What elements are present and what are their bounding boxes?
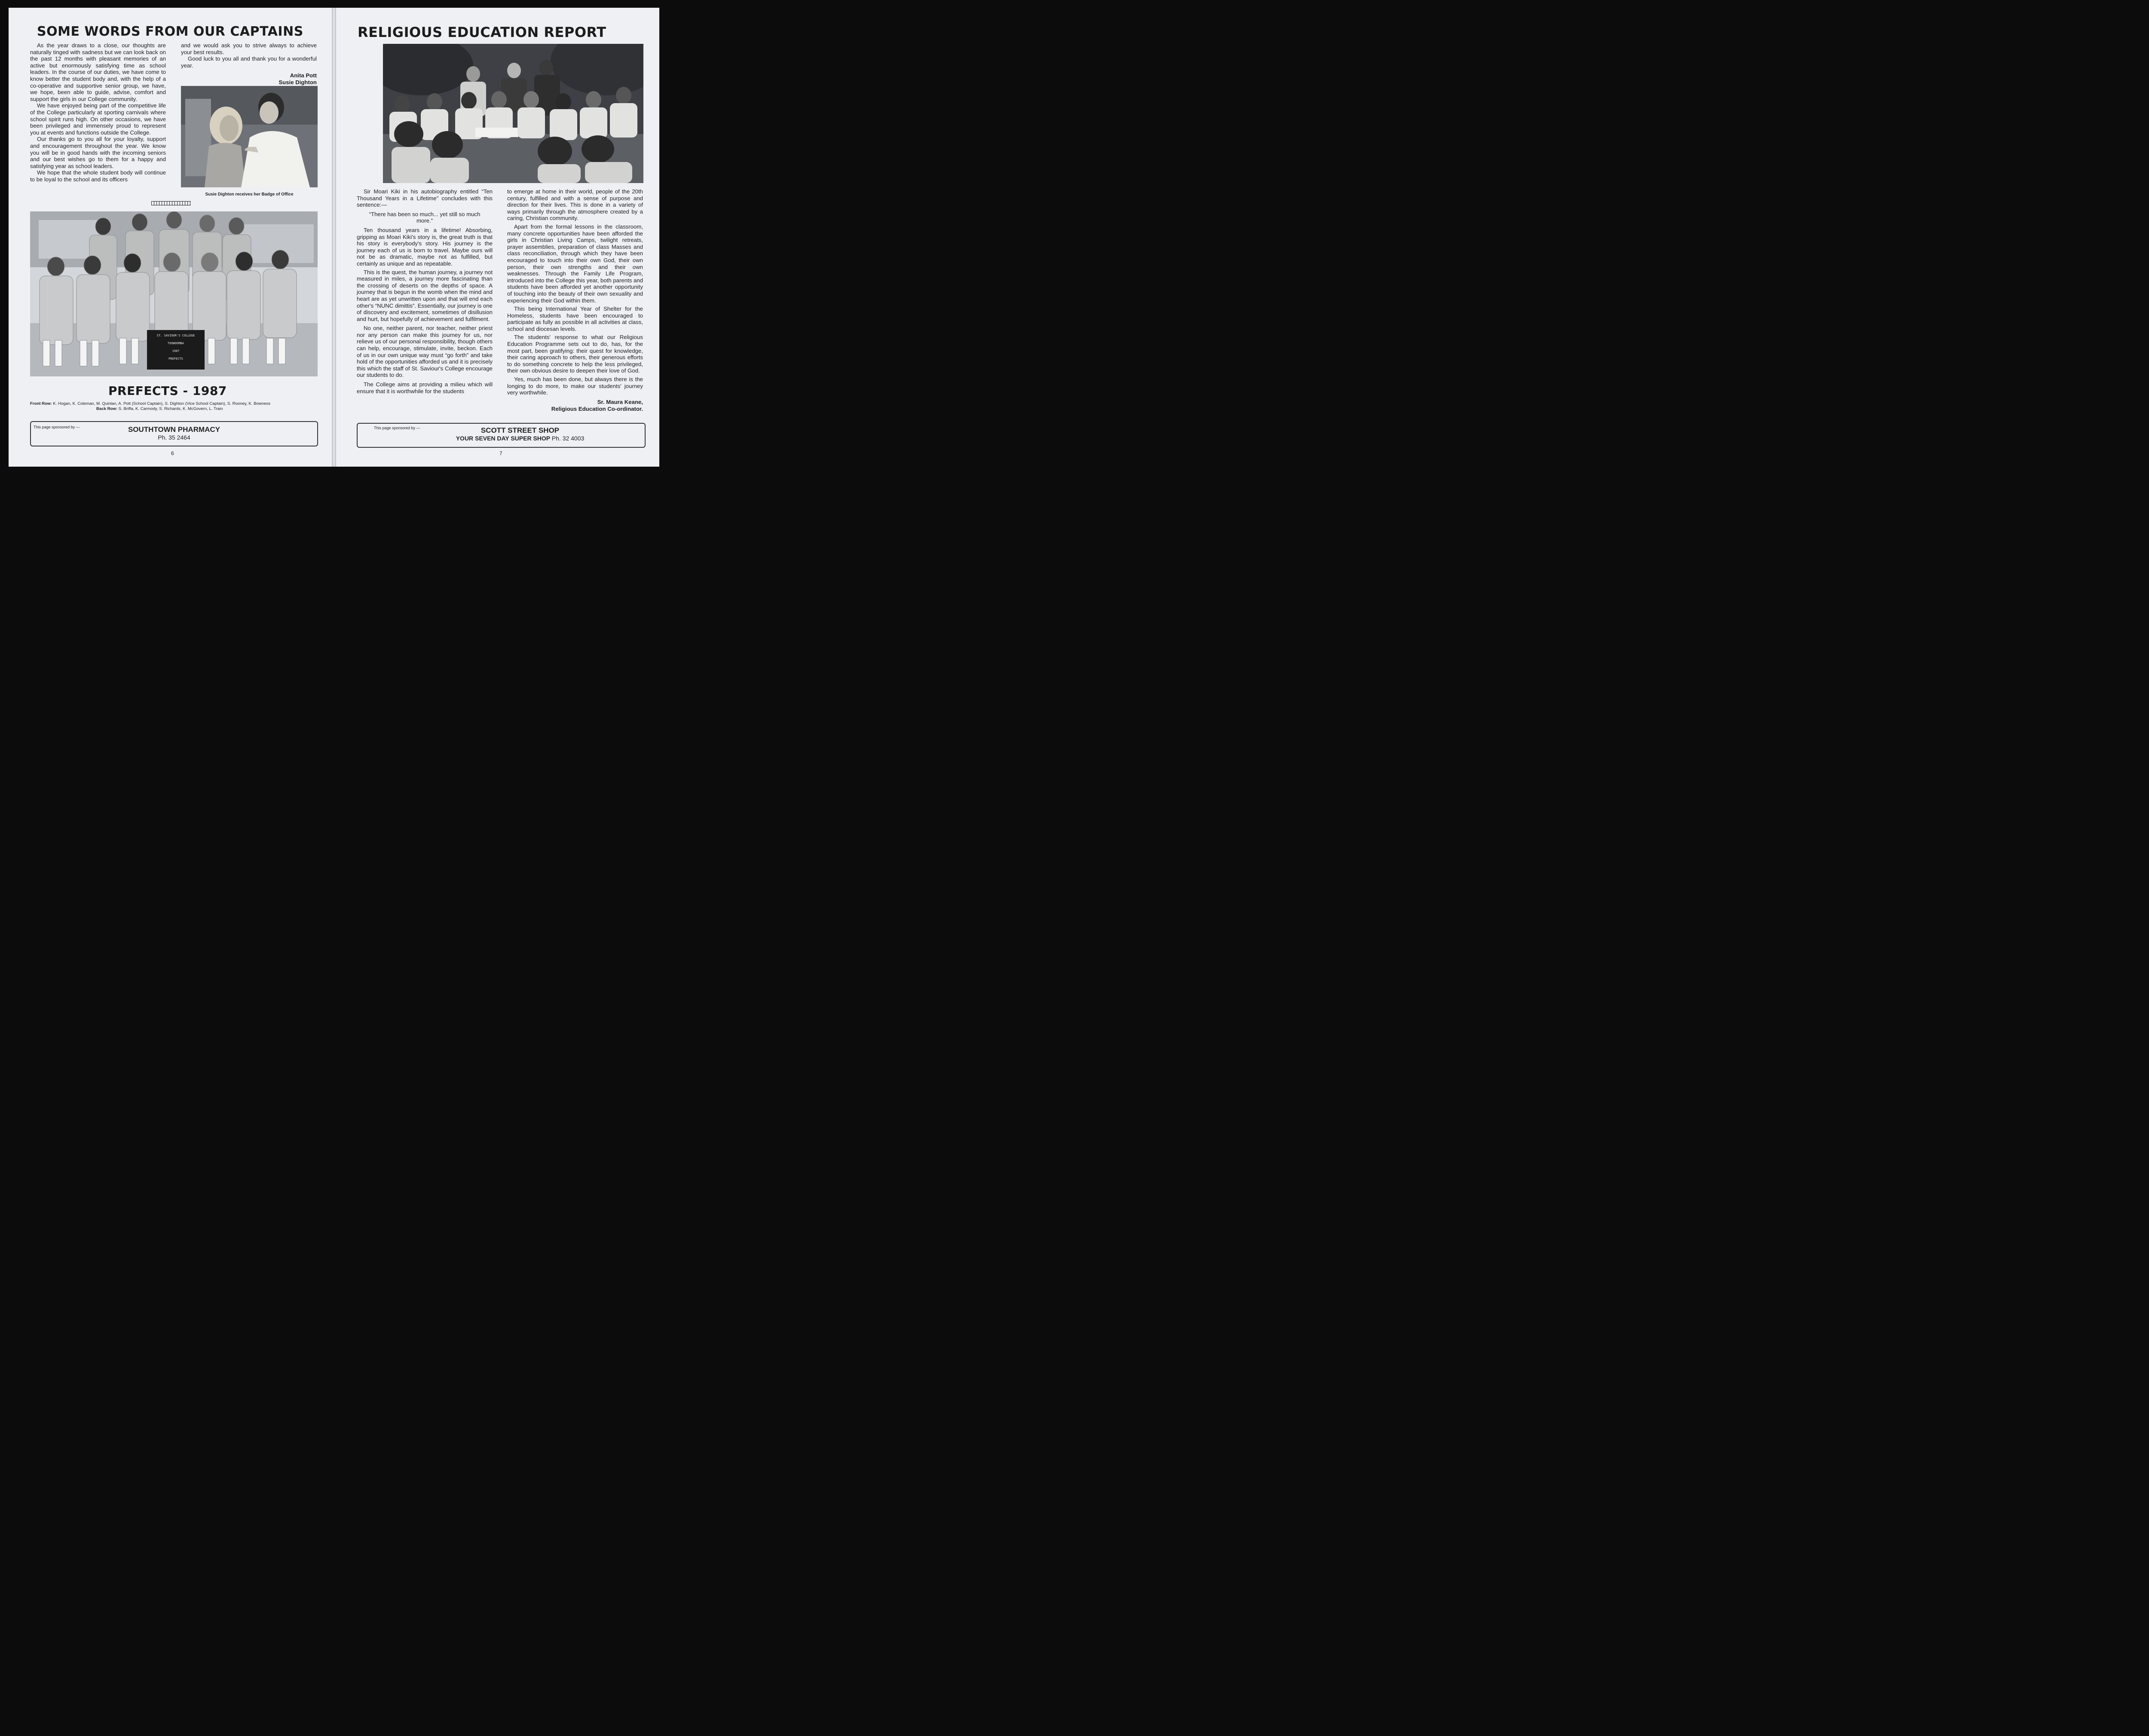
religious-paragraph: Ten thousand years in a lifetime! Absorbing, gripping as Moari Kiki's story is, the great truth is that his story is everybody's story. His journey is the journey each of us is born to travel. Maybe ours will not be as dramatic, maybe not as fulfilled, but certainly as unique and as repeatable.	[357, 226, 493, 267]
front-row-label: Front Row:	[30, 401, 52, 406]
back-row-label: Back Row:	[96, 406, 118, 411]
religious-paragraph: to emerge at home in their world, people of the 20th century, fulfilled and with a sense of purpose and direction for their lives. This is done in a variety of ways primarily through the atmosphere created by a caring, Christian community.	[507, 188, 643, 222]
plaque-line: PREFECTS	[168, 357, 183, 361]
coordinator-signature	[507, 399, 643, 413]
sponsor-name: SOUTHTOWN PHARMACY	[128, 425, 220, 434]
captains-signature	[181, 72, 317, 86]
religious-paragraph: This being International Year of Shelter for the Homeless, students have been encouraged to participate as fully as possible in all activities at class, school and diocesan levels.	[507, 306, 643, 332]
back-row-text: S. Briffa, K. Carmody, S. Richards, K. McGovern, L. Train	[118, 406, 223, 411]
group-photo-image	[383, 44, 643, 183]
captains-paragraph: As the year draws to a close, our thoughts are naturally tinged with sadness but we can look back on the past 12 months with pleasant memories of an active but enormously satisfying time as school leaders. In the course of our duties, we have come to know better the student body and, with the help of a co-operative and supportive senior group, we have, we hope, been able to guide, advise, comfort and support the girls in our College community.	[30, 42, 166, 102]
religious-paragraph: No one, neither parent, nor teacher, neither priest nor any person can make this journey for us, nor relieve us of our personal responsibility, though others can help, encourage, stimulate, invite, beckon. Each of us in our own unique way must “go forth” and take hold of the opportunities afforded us and it is precisely this which the staff of St. Saviour's College encourage our students to do.	[357, 325, 493, 379]
page-number: 7	[499, 450, 502, 456]
sponsor-tagline	[426, 435, 615, 442]
back-row-names	[96, 406, 223, 411]
divider-ornament	[151, 201, 191, 205]
captains-paragraph: and we would ask you to strive always to achieve your best results.	[181, 42, 317, 55]
plaque-line: TOOWOOMBA	[168, 342, 184, 345]
sponsor-tagline-text: YOUR SEVEN DAY SUPER SHOP	[456, 435, 550, 442]
captains-paragraph: Our thanks go to you all for your loyalty, support and encouragement throughout the year. We know you will be in good hands with the incoming seniors and our best wishes go to them for a happy and satisfying year as school leaders.	[30, 136, 166, 169]
sponsor-label: This page sponsored by —	[374, 426, 420, 430]
religious-paragraph: Sir Moari Kiki in his autobiography entitled “Ten Thousand Years in a Lifetime” concludes with this sentence:—	[357, 188, 493, 208]
sponsor-name: SCOTT STREET SHOP	[481, 426, 560, 434]
badge-caption: Susie Dighton receives her Badge of Office	[205, 192, 294, 197]
religious-paragraph: The students' response to what our Religious Education Programme sets out to do, has, for the most part, been gratifying: their quest for knowledge, their caring approach to others, their generous efforts to do something concrete to help the less privileged, their own obvious desire to deepen their love of God.	[507, 334, 643, 374]
sponsor-phone: Ph. 32 4003	[551, 435, 585, 442]
captains-column-1	[30, 42, 166, 183]
page-number: 6	[171, 450, 174, 456]
religious-paragraph: The College aims at providing a milieu which will ensure that it is worthwhile for the students	[357, 381, 493, 394]
captains-paragraph: We hope that the whole student body will continue to be loyal to the school and its officers	[30, 169, 166, 183]
badge-photo-image	[181, 86, 318, 187]
front-row-names	[30, 401, 318, 406]
prefects-photo	[30, 211, 318, 376]
book-spine	[332, 8, 336, 467]
sponsor-label: This page sponsored by —	[34, 425, 80, 429]
captains-paragraph: We have enjoyed being part of the competitive life of the College particularly at sporting carnivals where school spirit runs high. On other occasions, we have been privileged and immensely proud to represent you at events and functions outside the College.	[30, 102, 166, 136]
plaque-line: ST. SAVIOUR'S COLLEGE	[156, 334, 195, 337]
religious-paragraph: Apart from the formal lessons in the classroom, many concrete opportunities have been afforded the girls in Christian Living Camps, twilight retreats, prayer assemblies, preparation of class Masses and class reconciliation, through which they have been encouraged to touch into their own God, their own person, their own strengths and their own weaknesses. Through the Family Life Program, introduced into the College this year, both parents and students have been afforded yet another opportunity of touching into the beauty of their own sexuality and experiencing their God within them.	[507, 223, 643, 304]
kiki-quote: “There has been so much... yet still so much more.”	[369, 211, 481, 224]
prefects-plaque	[147, 330, 205, 370]
religious-education-photo	[383, 44, 643, 183]
captains-paragraph: Good luck to you all and thank you for a wonderful year.	[181, 55, 317, 69]
captains-column-2	[181, 42, 317, 86]
front-row-text: K. Hogan, K. Coleman, M. Quinlan, A. Pott (School Captain), S. Dighton (Vice School Captain), S. Rooney, K. Bowness	[53, 401, 271, 406]
religious-paragraph: This is the quest, the human journey, a journey not measured in miles, a journey more fascinating than the crossing of deserts on the depths of space. A journey that is begun in the womb when the mind and heart are as yet unwritten upon and that will end each other's “NUNC dimittis”. Essentially, our journey is one of discovery and excitement, sometimes of disillusion and hurt, but hopefully of achievement and fulfilment.	[357, 269, 493, 322]
prefects-heading: PREFECTS - 1987	[108, 384, 227, 398]
religious-education-heading: RELIGIOUS EDUCATION REPORT	[358, 24, 606, 40]
badge-photo	[181, 86, 318, 187]
sponsor-phone: Ph. 35 2464	[158, 434, 190, 441]
signature-name: Sr. Maura Keane,	[597, 398, 643, 405]
religious-column-2	[507, 188, 643, 413]
signature-name: Anita Pott	[290, 72, 317, 79]
religious-column-1	[357, 188, 493, 394]
captains-heading: SOME WORDS FROM OUR CAPTAINS	[37, 24, 303, 39]
plaque-line: 1987	[172, 349, 180, 353]
signature-name: Susie Dighton	[279, 79, 317, 86]
religious-paragraph: Yes, much has been done, but always there is the longing to do more, to make our students' journey very worthwhile.	[507, 376, 643, 396]
signature-title: Religious Education Co-ordinator.	[551, 405, 643, 412]
